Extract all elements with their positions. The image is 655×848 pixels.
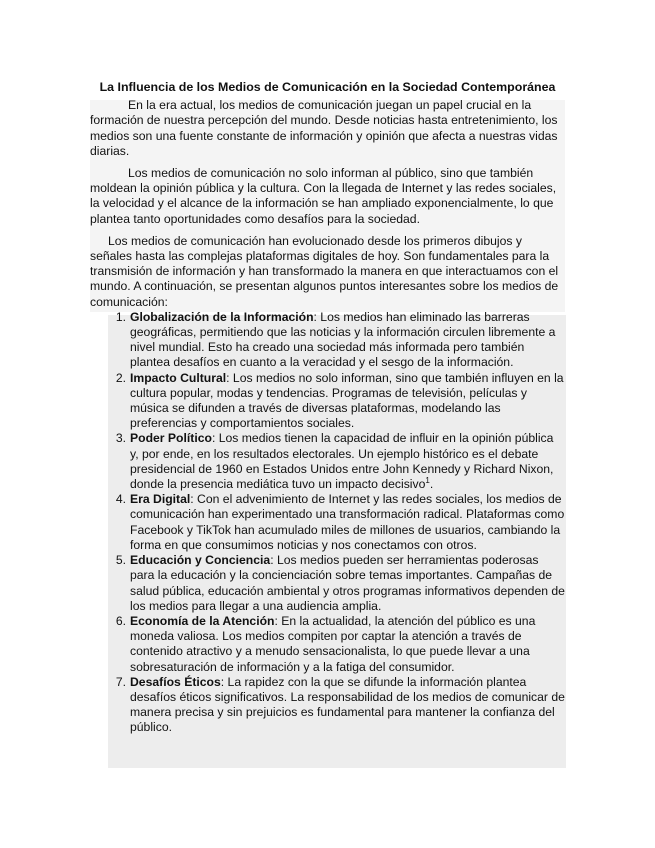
list-item-separator: : xyxy=(226,370,230,385)
list-item-separator: : xyxy=(211,431,216,446)
list-item xyxy=(115,370,565,432)
list-item xyxy=(115,674,565,736)
list-item-title: Desafíos Éticos xyxy=(130,674,221,689)
document-title: La Influencia de los Medios de Comunicación en la Sociedad Contemporánea xyxy=(99,80,556,94)
points-list xyxy=(90,310,565,736)
list-item-text: Con el advenimiento de Internet y las redes sociales, los medios de comunicación han experimentado una transformación radical. Plataformas como Facebook y TikTok han acumulado miles de millones de usuarios, cambiando la forma en que consumimos noticias y nos conectamos con otros. xyxy=(130,492,565,552)
list-number: 3. xyxy=(115,431,126,446)
list-item-text: Los medios pueden ser herramientas poderosas para la educación y la concienciación sobre temas importantes. Campañas de salud pública, educación ambiental y otros programas informativos dependen de los medios para llegar a una audiencia amplia. xyxy=(130,553,565,613)
list-number: 2. xyxy=(115,370,126,385)
list-item-title: Era Digital xyxy=(130,492,191,507)
document-content xyxy=(90,80,565,736)
list-item-title: Poder Político xyxy=(130,431,212,446)
list-item-separator: : xyxy=(274,613,278,628)
list-item xyxy=(115,431,565,492)
list-item xyxy=(115,492,565,553)
list-item-separator: : xyxy=(220,674,225,689)
list-item-title: Globalización de la Información xyxy=(130,309,314,324)
list-item-title: Economía de la Atención xyxy=(130,613,275,628)
list-item-title: Educación y Conciencia xyxy=(130,553,271,568)
list-number: 7. xyxy=(115,674,126,689)
list-item-text: La rapidez con la que se difunde la información plantea desafíos éticos significativos. La responsabilidad de los medios de comunicar de manera precisa y sin prejuicios es fundamental para mantener la confianza del público. xyxy=(130,674,565,735)
list-item-end: . xyxy=(429,477,434,492)
paragraph-2: Los medios de comunicación no solo informan al público, sino que también moldean la opinión pública y la cultura. Con la llegada de Internet y las redes sociales, la velocidad y el alcance de la información se han ampliado exponencialmente, lo que plantea tanto oportunidades como desafíos para la sociedad. xyxy=(90,166,557,226)
list-item xyxy=(115,309,565,371)
paragraph-1: En la era actual, los medios de comunicación juegan un papel crucial en la formación de nuestra percepción del mundo. Desde noticias hasta entretenimiento, los medios son una fuente constante de información y opinión que afecta a nuestras vidas diarias. xyxy=(90,98,558,158)
list-item-separator: : xyxy=(190,492,194,507)
list-number: 4. xyxy=(115,492,126,507)
list-number: 5. xyxy=(115,553,126,568)
list-item-text: Los medios tienen la capacidad de influir en la opinión pública y, por ende, en los resultados electorales. Un ejemplo histórico es el debate presidencial de 1960 en Estados Unidos entre John Kennedy y Richard Nixon, donde la presencia mediática tuvo un impacto decisivo xyxy=(130,431,554,492)
footnote-reference[interactable]: 1 xyxy=(425,476,430,486)
list-item-text: Los medios no solo informan, sino que también influyen en la cultura popular, modas y tendencias. Programas de televisión, películas y música se difunden a través de diversas plataformas, modelando las preferencias y comportamientos sociales. xyxy=(130,370,564,431)
list-item xyxy=(115,613,565,675)
list-item-separator: : xyxy=(313,309,317,324)
list-item-text: En la actualidad, la atención del público es una moneda valiosa. Los medios compiten por captar la atención a través de contenido atractivo y a menudo sensacionalista, lo que puede llevar a una sobresaturación de información y a la fatiga del consumidor. xyxy=(130,613,536,674)
list-item xyxy=(115,553,565,614)
paragraph-3: Los medios de comunicación han evolucionado desde los primeros dibujos y señales hasta las complejas plataformas digitales de hoy. Son fundamentales para la transmisión de información y han transformado la manera en que interactuamos con el mundo. A continuación, se presentan algunos puntos interesantes sobre los medios de comunicación: xyxy=(90,233,559,309)
list-number: 1. xyxy=(115,309,126,324)
list-item-title: Impacto Cultural xyxy=(130,370,227,385)
list-item-text: Los medios han eliminado las barreras geográficas, permitiendo que las noticias y la información circulen libremente a nivel mundial. Esto ha creado una sociedad más informada pero también plantea desafíos en cuanto a la veracidad y el sesgo de la información. xyxy=(130,309,556,370)
list-number: 6. xyxy=(115,613,126,628)
list-item-separator: : xyxy=(270,553,274,568)
